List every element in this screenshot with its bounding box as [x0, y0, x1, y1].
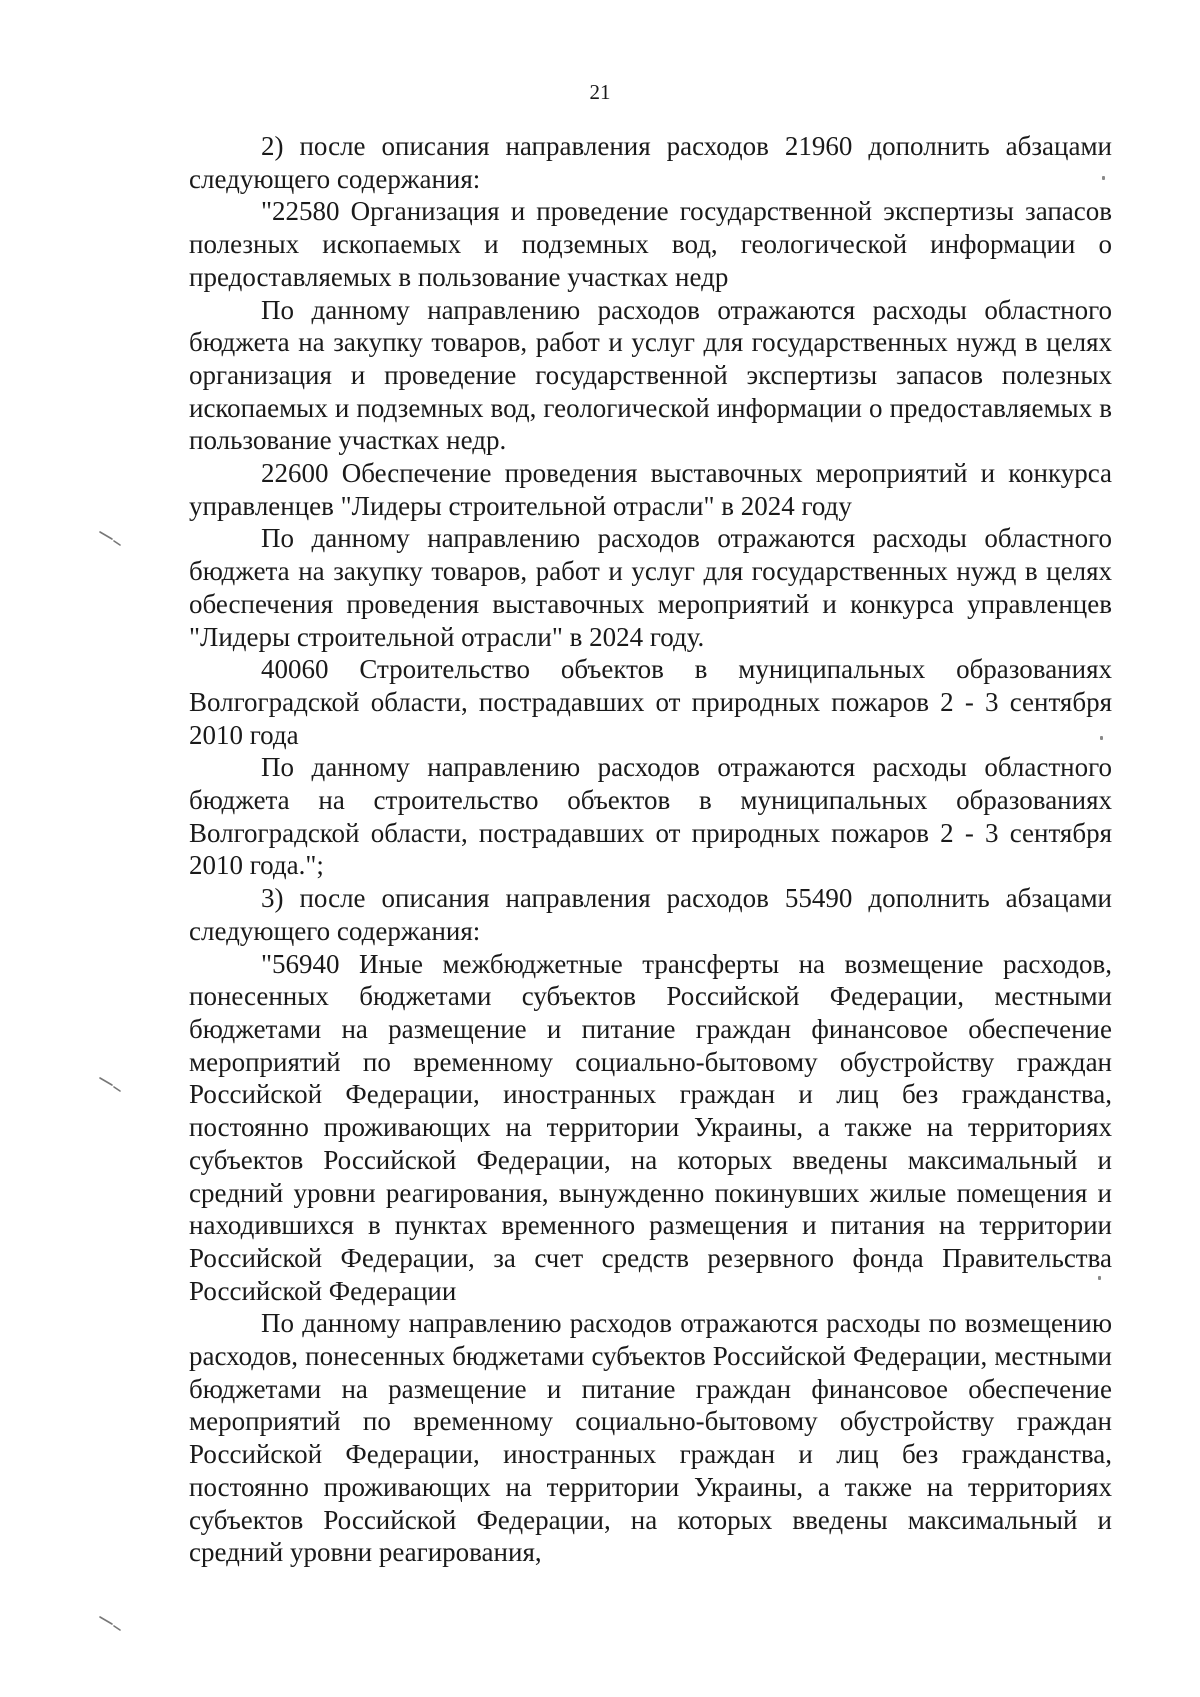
- page-number: 21: [589, 80, 611, 104]
- document-body: [189, 130, 1112, 1569]
- paragraph: 22600 Обеспечение проведения выставочных мероприятий и конкурса управленцев "Лидеры строительной отрасли" в 2024 году: [189, 458, 1112, 521]
- scan-speck: [1098, 1276, 1101, 1280]
- paragraph: 2) после описания направления расходов 21960 дополнить абзацами следующего содержания:: [189, 131, 1112, 194]
- binder-mark-icon: [98, 1076, 128, 1094]
- binder-mark-icon: [98, 530, 128, 548]
- paragraph: 3) после описания направления расходов 55490 дополнить абзацами следующего содержания:: [189, 883, 1112, 946]
- paragraph: По данному направлению расходов отражаются расходы областного бюджета на строительство объектов в муниципальных образованиях Волгоградской области, пострадавших от природных пожаров 2 - 3 сентября 2010 года.";: [189, 752, 1112, 881]
- scan-speck: [1100, 736, 1103, 740]
- paragraph: По данному направлению расходов отражаются расходы областного бюджета на закупку товаров, работ и услуг для государственных нужд в целях обеспечения проведения выставочных мероприятий и конкурса управленцев "Лидеры строительной отрасли" в 2024 году.: [189, 523, 1112, 652]
- paragraph: "22580 Организация и проведение государственной экспертизы запасов полезных ископаемых и подземных вод, геологической информации о предоставляемых в пользование участках недр: [189, 196, 1112, 292]
- paragraph: По данному направлению расходов отражаются расходы областного бюджета на закупку товаров, работ и услуг для государственных нужд в целях организация и проведение государственной экспертизы запасов полезных ископаемых и подземных вод, геологической информации о предоставляемых в пользование участках недр.: [189, 294, 1112, 456]
- paragraph: По данному направлению расходов отражаются расходы по возмещению расходов, понесенных бюджетами субъектов Российской Федерации, местными бюджетами на размещение и питание граждан финансовое обеспечение мероприятий по временному социально-бытовому обустройству граждан Российской Федерации, иностранных граждан и лиц без гражданства, постоянно проживающих на территории Украины, а также на территориях субъектов Российской Федерации, на которых введены максимальный и средний уровни реагирования,: [189, 1308, 1112, 1568]
- paragraph: 40060 Строительство объектов в муниципальных образованиях Волгоградской области, пострадавших от природных пожаров 2 - 3 сентября 2010 года: [189, 654, 1112, 750]
- paragraph: "56940 Иные межбюджетные трансферты на возмещение расходов, понесенных бюджетами субъектов Российской Федерации, местными бюджетами на размещение и питание граждан финансовое обеспечение мероприятий по временному социально-бытовому обустройству граждан Российской Федерации, иностранных граждан и лиц без гражданства, постоянно проживающих на территории Украины, а также на территориях субъектов Российской Федерации, на которых введены максимальный и средний уровни реагирования, вынужденно покинувших жилые помещения и находившихся в пунктах временного размещения и питания на территории Российской Федерации, за счет средств резервного фонда Правительства Российской Федерации: [189, 948, 1112, 1306]
- scan-speck: [1102, 176, 1105, 180]
- binder-mark-icon: [98, 1615, 128, 1633]
